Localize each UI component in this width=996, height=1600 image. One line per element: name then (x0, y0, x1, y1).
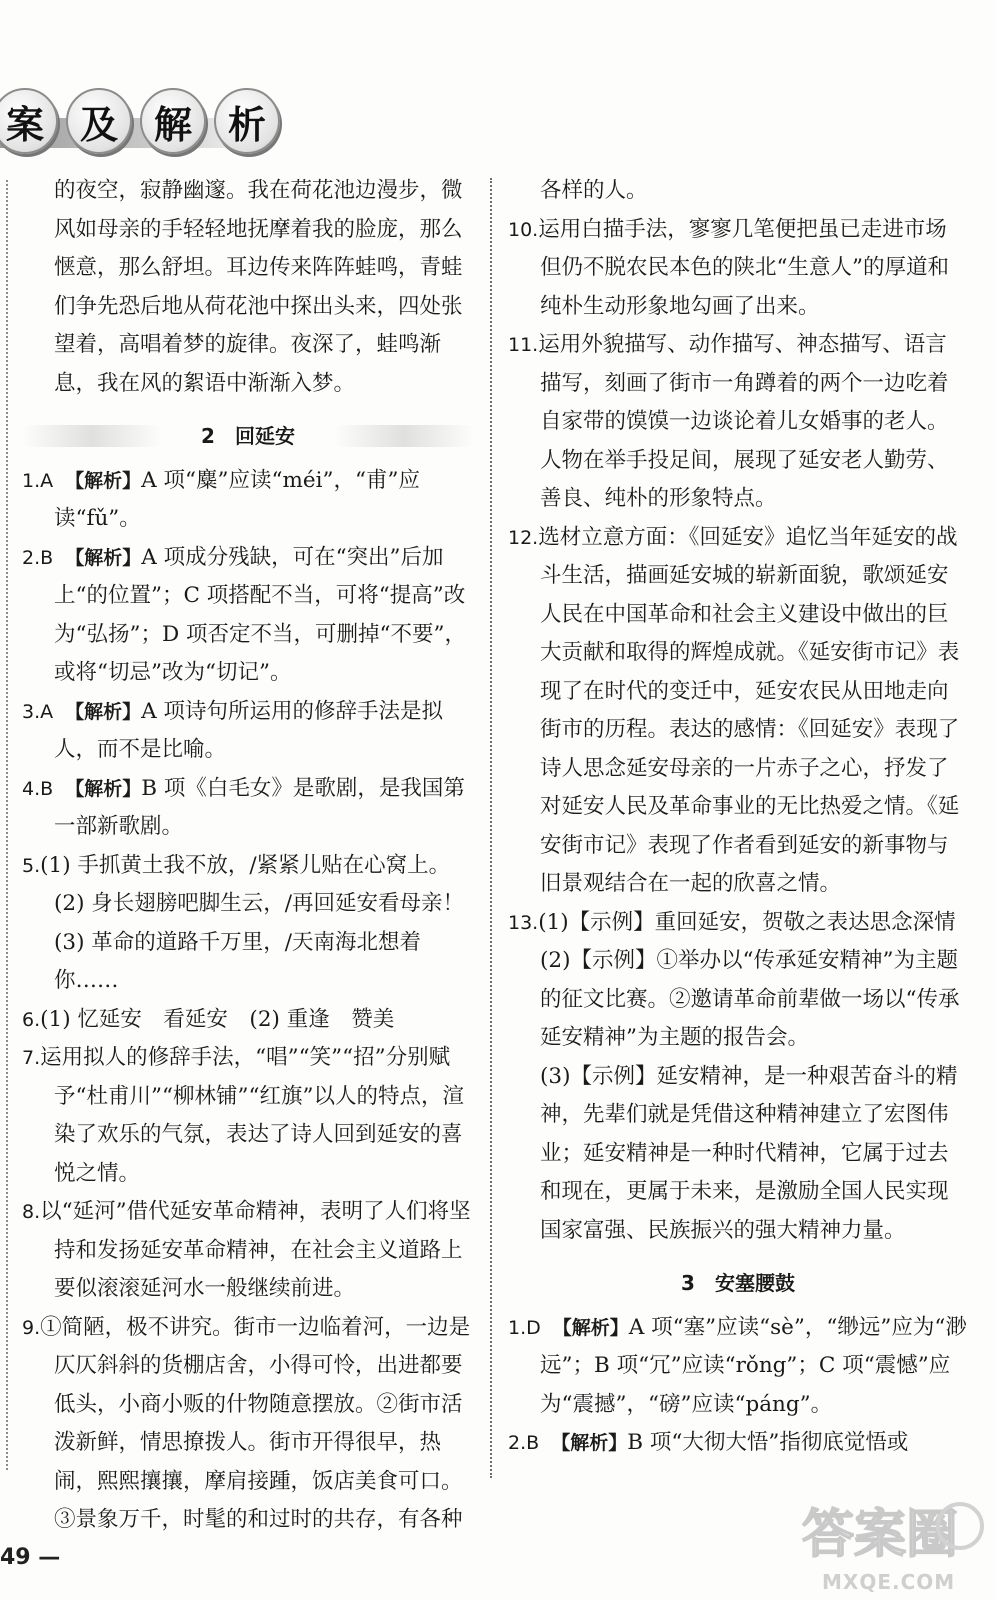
answer-item (22, 693, 474, 770)
answer-text: B 项“大彻大悟”指彻底觉悟或 (627, 1430, 909, 1455)
watermark-logo (782, 1490, 988, 1596)
answer-text: 运用白描手法，寥寥几笔便把虽已走进市场但仍不脱农民本色的陕北“生意人”的厚道和纯朴生动形象地勾画了出来。 (538, 216, 949, 319)
answer-subline: (3)【示例】延安精神，是一种艰苦奋斗的精神，先辈们就是凭借这种精神建立了宏图伟业；延安精神是一种时代精神，它属于过去和现在，更属于未来，是激励全国人民实现国家富强、民族振兴的强大精神力量。 (540, 1063, 958, 1243)
answer-text: (1) 忆延安 看延安 (2) 重逢 赞美 (40, 1006, 395, 1032)
answer-number: 7. (22, 1047, 41, 1069)
answer-text: A 项诗句所运用的修辞手法是拟人，而不是比喻。 (54, 698, 444, 762)
answer-item (508, 1309, 968, 1425)
answer-number: 6. (22, 1008, 41, 1031)
answer-text: 运用拟人的修辞手法，“唱”“笑”“招”分别赋予“杜甫川”“柳林铺”“红旗”以人的特点，渲染了欢乐的气氛，表达了诗人回到延安的喜悦之情。 (40, 1045, 464, 1186)
analysis-tag: 【解析】 (74, 469, 142, 492)
answer-subline: (3) 革命的道路千万里，/天南海北想着你…… (54, 929, 422, 993)
section-rule-right (334, 425, 474, 447)
analysis-tag: 【解析】 (74, 700, 142, 723)
section-header (0, 88, 300, 172)
answer-item (508, 211, 968, 327)
answer-number: 1.A (22, 469, 54, 492)
answer-item (22, 847, 474, 886)
left-margin-rule (6, 180, 8, 1470)
answer-item (22, 1309, 474, 1540)
answer-number: 8. (22, 1201, 41, 1223)
answer-item (22, 1001, 474, 1040)
watermark-cn: 答案圈 (802, 1505, 959, 1565)
answer-item (508, 519, 968, 904)
answer-item (22, 539, 474, 693)
answer-item (22, 770, 474, 847)
left-column (22, 172, 474, 1540)
answer-number: 11. (508, 334, 539, 356)
analysis-tag: 【解析】 (74, 546, 142, 569)
header-char-3: 解 (140, 88, 206, 154)
continued-text: 各样的人。 (540, 178, 648, 203)
answer-text: 运用外貌描写、动作描写、神态描写、语言描写，刻画了街市一角蹲着的两个一边吃着自家带的馍馍一边谈论着儿女婚事的老人。人物在举手投足间，展现了延安老人勤劳、善良、纯朴的形象特点。 (538, 332, 949, 511)
answer-item (22, 1039, 474, 1193)
analysis-tag: 【解析】 (560, 1432, 628, 1454)
answer-subline: (2) 身长翅膀吧脚生云，/再回延安看母亲！ (54, 891, 465, 916)
answer-item (508, 326, 968, 519)
page-number-value: 49 (0, 1545, 31, 1570)
section-title-3 (508, 1264, 968, 1303)
section-title-text: 3 安塞腰鼓 (681, 1271, 795, 1295)
answer-item (508, 1424, 968, 1463)
analysis-tag: 【解析】 (74, 777, 142, 800)
answer-item (22, 462, 474, 539)
right-column (508, 172, 978, 1463)
answer-text: B 项《白毛女》是歌剧，是我国第一部新歌剧。 (54, 775, 465, 839)
watermark-url: MXQE.COM (822, 1570, 956, 1594)
answer-number: 4.B (22, 777, 54, 800)
answer-text: (1) 手抓黄土我不放，/紧紧儿贴在心窝上。 (40, 852, 451, 878)
header-char-2: 及 (66, 88, 132, 154)
answer-number: 13. (508, 911, 539, 934)
answer-text: (1)【示例】重回延安，贺敬之表达思念深情 (2)【示例】①举办以“传承延安精神”为主题的征文比赛。②邀请革命前辈做一场以“传承延安精神”为主题的报告会。 (538, 909, 978, 1050)
answer-text: A 项“麋”应读“méi”，“甫”应读“fǔ”。 (54, 467, 420, 531)
analysis-tag: 【解析】 (562, 1316, 629, 1339)
section-title-2 (22, 417, 474, 456)
answer-text: 选材立意方面：《回延安》追忆当年延安的战斗生活，描画延安城的崭新面貌，歌颂延安人民在中国革命和社会主义建设中做出的巨大贡献和取得的辉煌成就。《延安街市记》表现了在时代的变迁中，延安农民从田地走向街市的历程。表达的感情：《回延安》表现了诗人思念延安母亲的一片赤子之心，抒发了对延安人民及革命事业的无比热爱之情。《延安街市记》表现了作者看到延安的新事物与旧景观结合在一起的欣喜之情。 (538, 524, 960, 896)
section-rule-left (22, 425, 162, 447)
intro-paragraph: 的夜空，寂静幽邃。我在荷花池边漫步，微风如母亲的手轻轻地抚摩着我的脸庞，那么惬意，那么舒坦。耳边传来阵阵蛙鸣，青蛙们争先恐后地从荷花池中探出头来，四处张望着，高唱着梦的旋律。夜深了，蛙鸣渐息，我在风的絮语中渐渐入梦。 (54, 178, 463, 396)
answer-number: 12. (508, 526, 539, 549)
page-number-dash: — (38, 1545, 61, 1570)
answer-number: 10. (508, 218, 539, 241)
header-char-1: 案 (0, 88, 58, 154)
answer-text: A 项成分残缺，可在“突出”后加上“的位置”；C 项搭配不当，可将“提高”改为“弘扬”；D 项否定不当，可删掉“不要”，或将“切忌”改为“切记”。 (54, 544, 467, 685)
answer-number: 3.A (22, 700, 54, 723)
answer-text: A 项“塞”应读“sè”，“缈远”应为“渺远”；B 项“冗”应读“rǒng”；C 项“震憾”应为“震撼”，“磅”应读“páng”。 (540, 1314, 967, 1417)
answer-number: 1.D (508, 1316, 541, 1339)
answer-item (22, 1193, 474, 1309)
answer-number: 2.B (22, 546, 54, 569)
answer-text: 以“延河”借代延安革命精神，表明了人们将坚持和发扬延安革命精神，在社会主义道路上要似滚滚延河水一般继续前进。 (40, 1199, 471, 1301)
answer-item (508, 904, 978, 1058)
answer-number: 5. (22, 854, 41, 877)
section-title-text: 2 回延安 (201, 424, 295, 448)
answer-text: ①简陋，极不讲究。街市一边临着河，一边是仄仄斜斜的货棚店舍，小得可怜，出进都要低头，小商小贩的什物随意摆放。②街市活泼新鲜，情思撩拨人。街市开得很早，热闹，熙熙攘攘，摩肩接踵，饭店美食可口。③景象万千，时髦的和过时的共存，有各种 (40, 1314, 471, 1532)
answer-number: 9. (22, 1316, 41, 1339)
column-divider (490, 178, 492, 1478)
answer-number: 2.B (508, 1432, 540, 1454)
header-char-4: 析 (214, 88, 280, 154)
page-number (0, 1545, 60, 1570)
